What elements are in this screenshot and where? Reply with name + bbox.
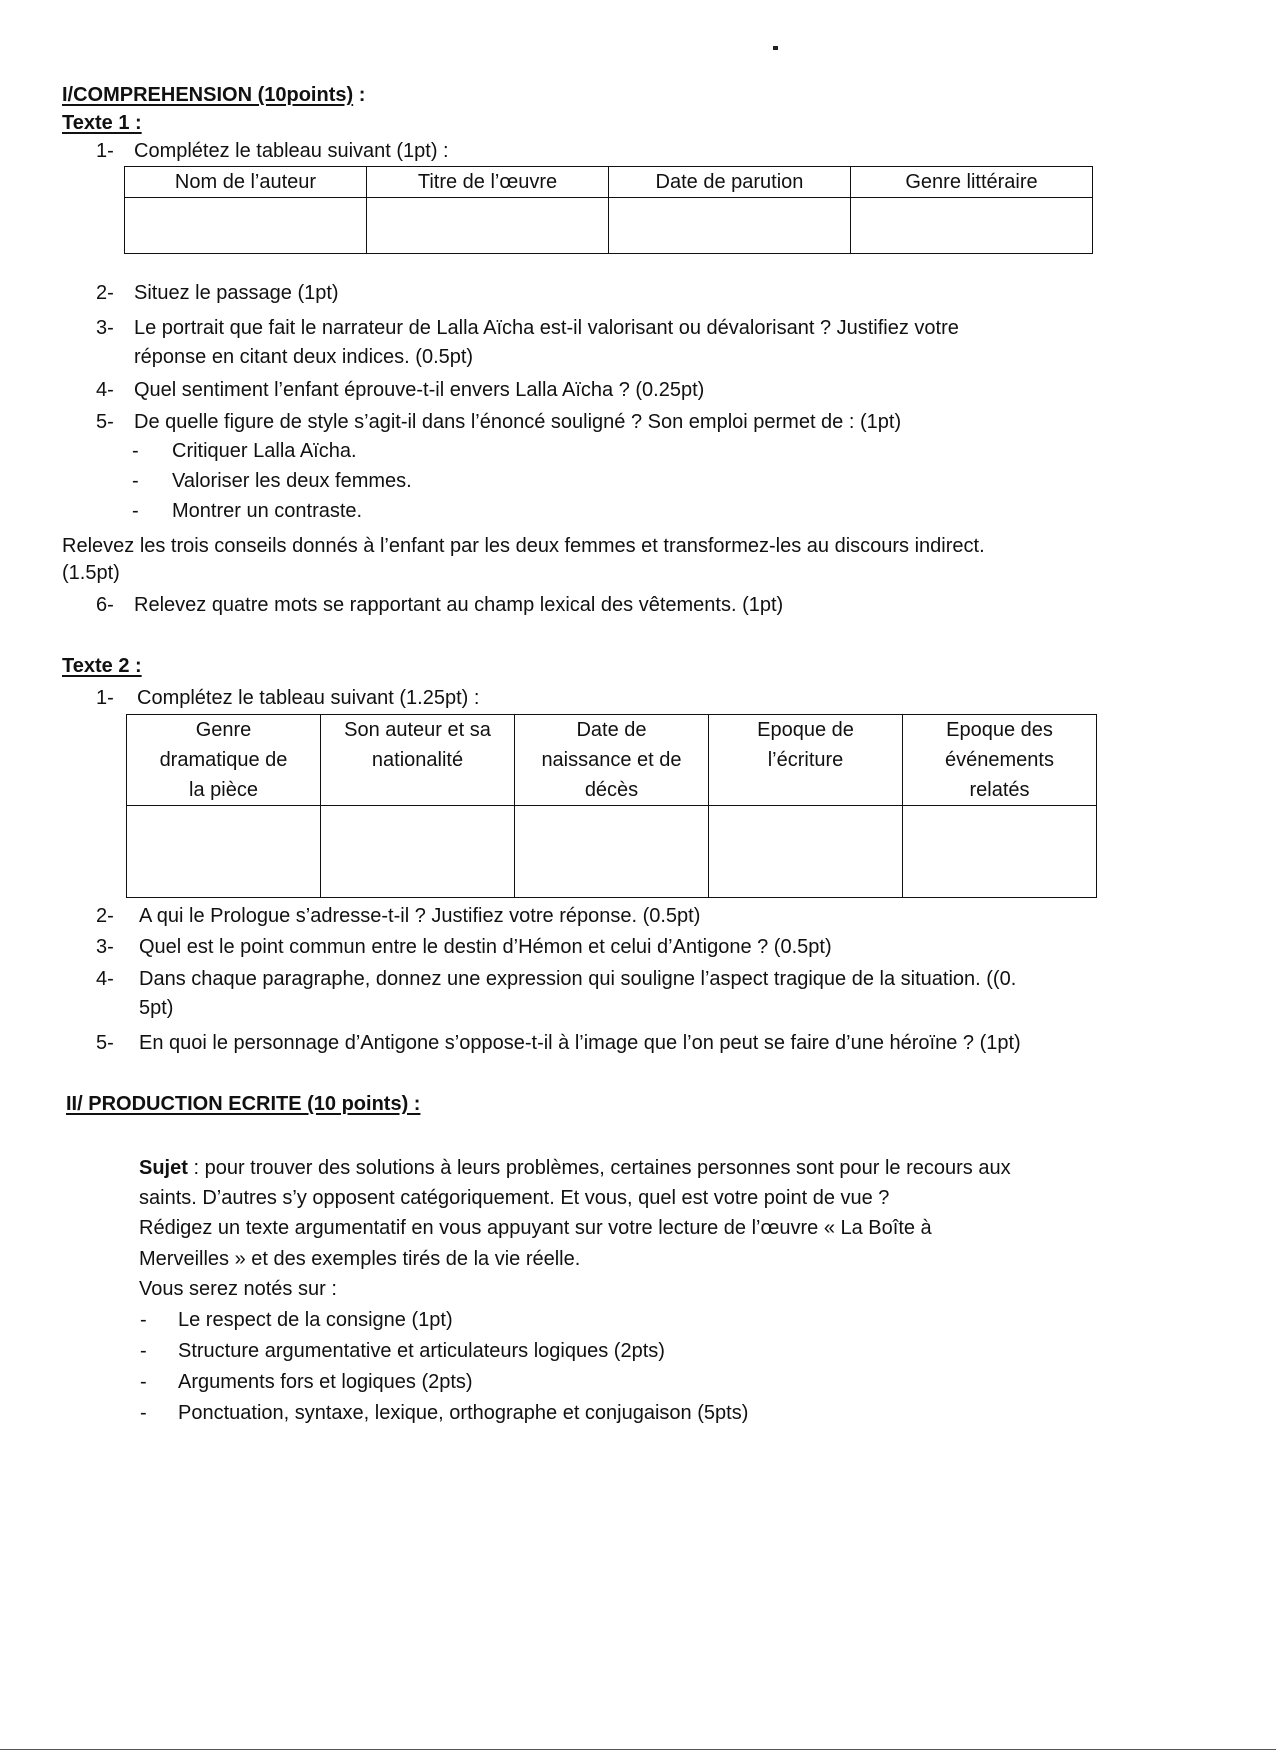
t1-q6-number: 6-: [96, 594, 114, 616]
t2-q2-number: 2-: [96, 905, 114, 927]
t2-table-cell[interactable]: [515, 806, 709, 898]
t2-table-header-genre: Genre dramatique de la pièce: [127, 715, 321, 806]
t1-table-cell[interactable]: [367, 198, 609, 254]
criterion-item: Arguments fors et logiques (2pts): [178, 1371, 473, 1393]
sujet-line-2: saints. D’autres s’y opposent catégoriquement. Et vous, quel est votre point de vue ?: [139, 1187, 890, 1209]
section1-heading: I/COMPREHENSION (10points) :: [62, 84, 366, 106]
texte2-label: Texte 2 :: [62, 655, 142, 677]
t2-q3-number: 3-: [96, 936, 114, 958]
section2-heading: II/ PRODUCTION ECRITE (10 points) :: [66, 1093, 421, 1115]
t1-q5-option: Montrer un contraste.: [172, 500, 363, 522]
t1-q1-text: Complétez le tableau suivant (1pt) :: [134, 140, 449, 162]
sujet-label: Sujet: [139, 1157, 188, 1179]
criterion-dash: -: [140, 1371, 147, 1393]
t2-q4-text-cont: 5pt): [139, 997, 174, 1019]
t1-q1-number: 1-: [96, 140, 114, 162]
criterion-dash: -: [140, 1340, 147, 1362]
t2-q1-number: 1-: [96, 687, 114, 709]
option-dash: -: [132, 500, 139, 522]
t2-table-header-writing-era: Epoque de l’écriture: [709, 715, 903, 806]
criterion-item: Structure argumentative et articulateurs logiques (2pts): [178, 1340, 665, 1362]
t2-q4-text: Dans chaque paragraphe, donnez une expression qui souligne l’aspect tragique de la situation. ((0.: [139, 968, 1017, 990]
criterion-item: Le respect de la consigne (1pt): [178, 1309, 453, 1331]
sujet-line-4: Merveilles » et des exemples tirés de la vie réelle.: [139, 1248, 581, 1270]
t1-extra-question-cont: (1.5pt): [62, 562, 120, 584]
option-dash: -: [132, 470, 139, 492]
criterion-item: Ponctuation, syntaxe, lexique, orthographe et conjugaison (5pts): [178, 1402, 749, 1424]
t1-q5-option: Valoriser les deux femmes.: [172, 470, 412, 492]
texte1-label: Texte 1 :: [62, 112, 142, 134]
t1-q4-text: Quel sentiment l’enfant éprouve-t-il envers Lalla Aïcha ? (0.25pt): [134, 379, 705, 401]
t1-q6-text: Relevez quatre mots se rapportant au champ lexical des vêtements. (1pt): [134, 594, 784, 616]
t2-q1-text: Complétez le tableau suivant (1.25pt) :: [137, 687, 480, 709]
t2-q2-text: A qui le Prologue s’adresse-t-il ? Justifiez votre réponse. (0.5pt): [139, 905, 701, 927]
t1-q4-number: 4-: [96, 379, 114, 401]
t1-q3-text: Le portrait que fait le narrateur de Lalla Aïcha est-il valorisant ou dévalorisant ? Justifiez votre: [134, 317, 959, 339]
t2-table-header-author: Son auteur et sa nationalité: [321, 715, 515, 806]
t2-table-cell[interactable]: [321, 806, 515, 898]
t1-extra-question: Relevez les trois conseils donnés à l’enfant par les deux femmes et transformez-les au discours indirect.: [62, 535, 985, 557]
t1-table-header-genre: Genre littéraire: [851, 167, 1093, 198]
t1-table-cell[interactable]: [125, 198, 367, 254]
t2-table-cell[interactable]: [709, 806, 903, 898]
t1-table-header-date: Date de parution: [609, 167, 851, 198]
t2-table-header-events-era: Epoque des événements relatés: [903, 715, 1097, 806]
texte2-table: [126, 714, 1097, 898]
t1-q5-number: 5-: [96, 411, 114, 433]
t2-q3-text: Quel est le point commun entre le destin d’Hémon et celui d’Antigone ? (0.5pt): [139, 936, 832, 958]
t1-q2-number: 2-: [96, 282, 114, 304]
sujet-line-5: Vous serez notés sur :: [139, 1278, 337, 1300]
t2-q4-number: 4-: [96, 968, 114, 990]
texte1-table: [124, 166, 1093, 254]
t2-table-header-dates: Date de naissance et de décès: [515, 715, 709, 806]
t1-q3-number: 3-: [96, 317, 114, 339]
t2-q5-number: 5-: [96, 1032, 114, 1054]
criterion-dash: -: [140, 1309, 147, 1331]
t1-q3-text-cont: réponse en citant deux indices. (0.5pt): [134, 346, 474, 368]
t1-q5-text: De quelle figure de style s’agit-il dans l’énoncé souligné ? Son emploi permet de : (1pt): [134, 411, 902, 433]
t1-q5-option: Critiquer Lalla Aïcha.: [172, 440, 357, 462]
sujet-line-3: Rédigez un texte argumentatif en vous appuyant sur votre lecture de l’œuvre « La Boîte à: [139, 1217, 932, 1239]
t2-table-cell[interactable]: [903, 806, 1097, 898]
sujet-line-1: Sujet : pour trouver des solutions à leurs problèmes, certaines personnes sont pour le recours aux: [139, 1157, 1011, 1179]
t2-table-cell[interactable]: [127, 806, 321, 898]
option-dash: -: [132, 440, 139, 462]
scan-edge-line: [0, 1749, 1276, 1750]
scan-speck: [773, 46, 778, 50]
t1-table-cell[interactable]: [851, 198, 1093, 254]
criterion-dash: -: [140, 1402, 147, 1424]
t2-q5-text: En quoi le personnage d’Antigone s’oppose-t-il à l’image que l’on peut se faire d’une héroïne ? (1pt): [139, 1032, 1021, 1054]
t1-table-header-title: Titre de l’œuvre: [367, 167, 609, 198]
t1-q2-text: Situez le passage (1pt): [134, 282, 339, 304]
t1-table-header-author: Nom de l’auteur: [125, 167, 367, 198]
t1-table-cell[interactable]: [609, 198, 851, 254]
